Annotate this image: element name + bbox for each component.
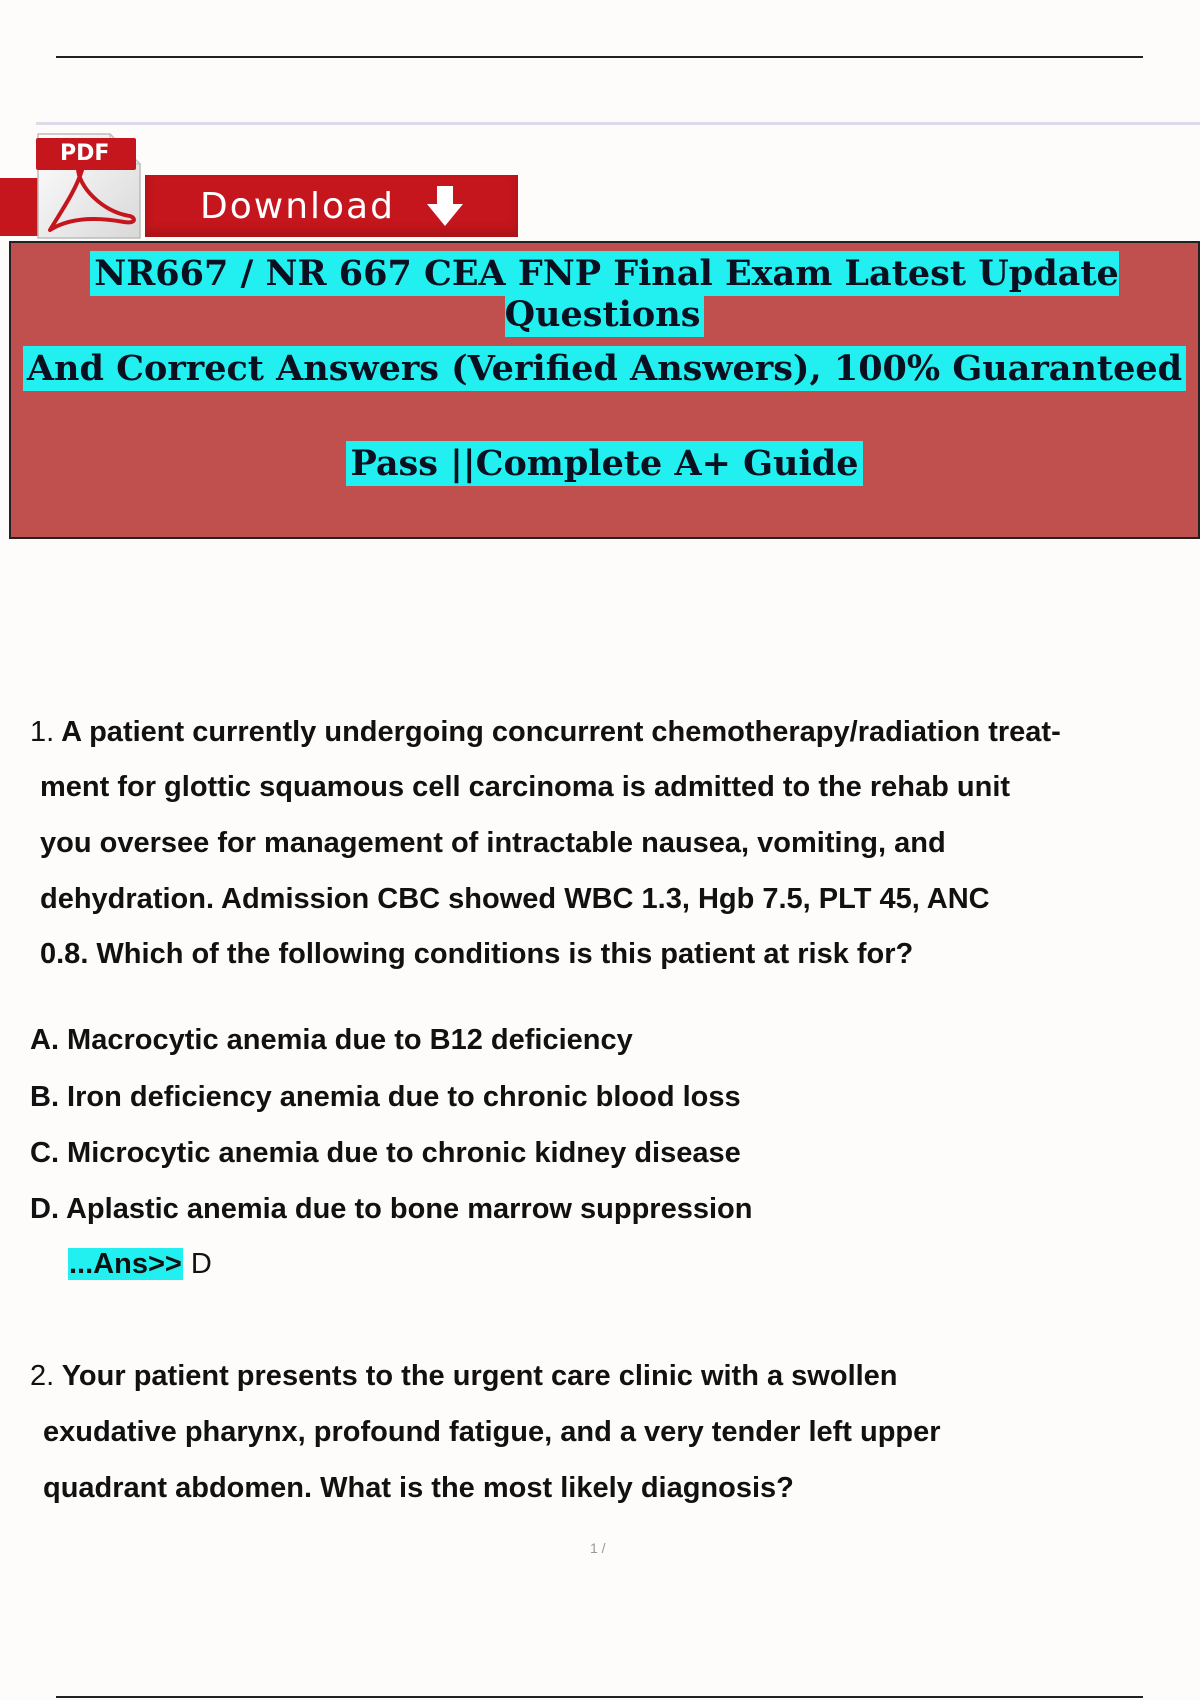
option-b: B. Iron deficiency anemia due to chronic blood loss: [30, 1081, 741, 1113]
question-1-line-5: 0.8. Which of the following conditions is this patient at risk for?: [40, 938, 914, 970]
title-box: [9, 241, 1200, 539]
question-1-text-1: A patient currently undergoing concurrent chemotherapy/radiation treat-: [61, 716, 1061, 748]
pdf-label: PDF: [36, 138, 136, 170]
down-arrow-icon: [425, 184, 465, 228]
option-a: A. Macrocytic anemia due to B12 deficiency: [30, 1024, 633, 1056]
download-button[interactable]: [145, 175, 518, 237]
option-c: C. Microcytic anemia due to chronic kidney disease: [30, 1137, 741, 1169]
question-1-number: 1.: [30, 716, 55, 748]
question-2-text-1: Your patient presents to the urgent care clinic with a swollen: [61, 1360, 898, 1392]
option-d: D. Aplastic anemia due to bone marrow suppression: [30, 1193, 753, 1225]
download-label: Download: [200, 185, 395, 227]
title-line-3: [11, 443, 1198, 484]
top-rule: [56, 56, 1143, 58]
title-line-3-text: Pass ||Complete A+ Guide: [346, 441, 862, 486]
question-2-line-3: quadrant abdomen. What is the most likely diagnosis?: [43, 1472, 794, 1504]
title-line-2-text: And Correct Answers (Verified Answers), 100% Guaranteed: [23, 346, 1186, 391]
title-line-1-text: NR667 / NR 667 CEA FNP Final Exam Latest Update Questions: [90, 251, 1119, 337]
download-banner[interactable]: [0, 128, 520, 240]
page-number: 1 /: [590, 1540, 606, 1556]
answer-1: [68, 1248, 212, 1281]
question-1-line-1: [30, 716, 1061, 749]
question-1-line-2: ment for glottic squamous cell carcinoma is admitted to the rehab unit: [40, 771, 1011, 803]
banner-top-rule: [36, 122, 1200, 125]
question-1-line-4: dehydration. Admission CBC showed WBC 1.3, Hgb 7.5, PLT 45, ANC: [40, 883, 990, 915]
bottom-rule: [56, 1696, 1143, 1698]
answer-label: ...Ans>>: [69, 1248, 182, 1280]
title-line-2: [11, 348, 1198, 389]
answer-value: D: [190, 1248, 212, 1280]
title-line-1: [11, 253, 1198, 335]
question-2-number: 2.: [30, 1360, 55, 1392]
question-2-line-1: [30, 1360, 898, 1393]
acrobat-pdf-icon: [32, 130, 144, 240]
question-2-line-2: exudative pharynx, profound fatigue, and a very tender left upper: [43, 1416, 941, 1448]
question-1-line-3: you oversee for management of intractable nausea, vomiting, and: [40, 827, 946, 859]
